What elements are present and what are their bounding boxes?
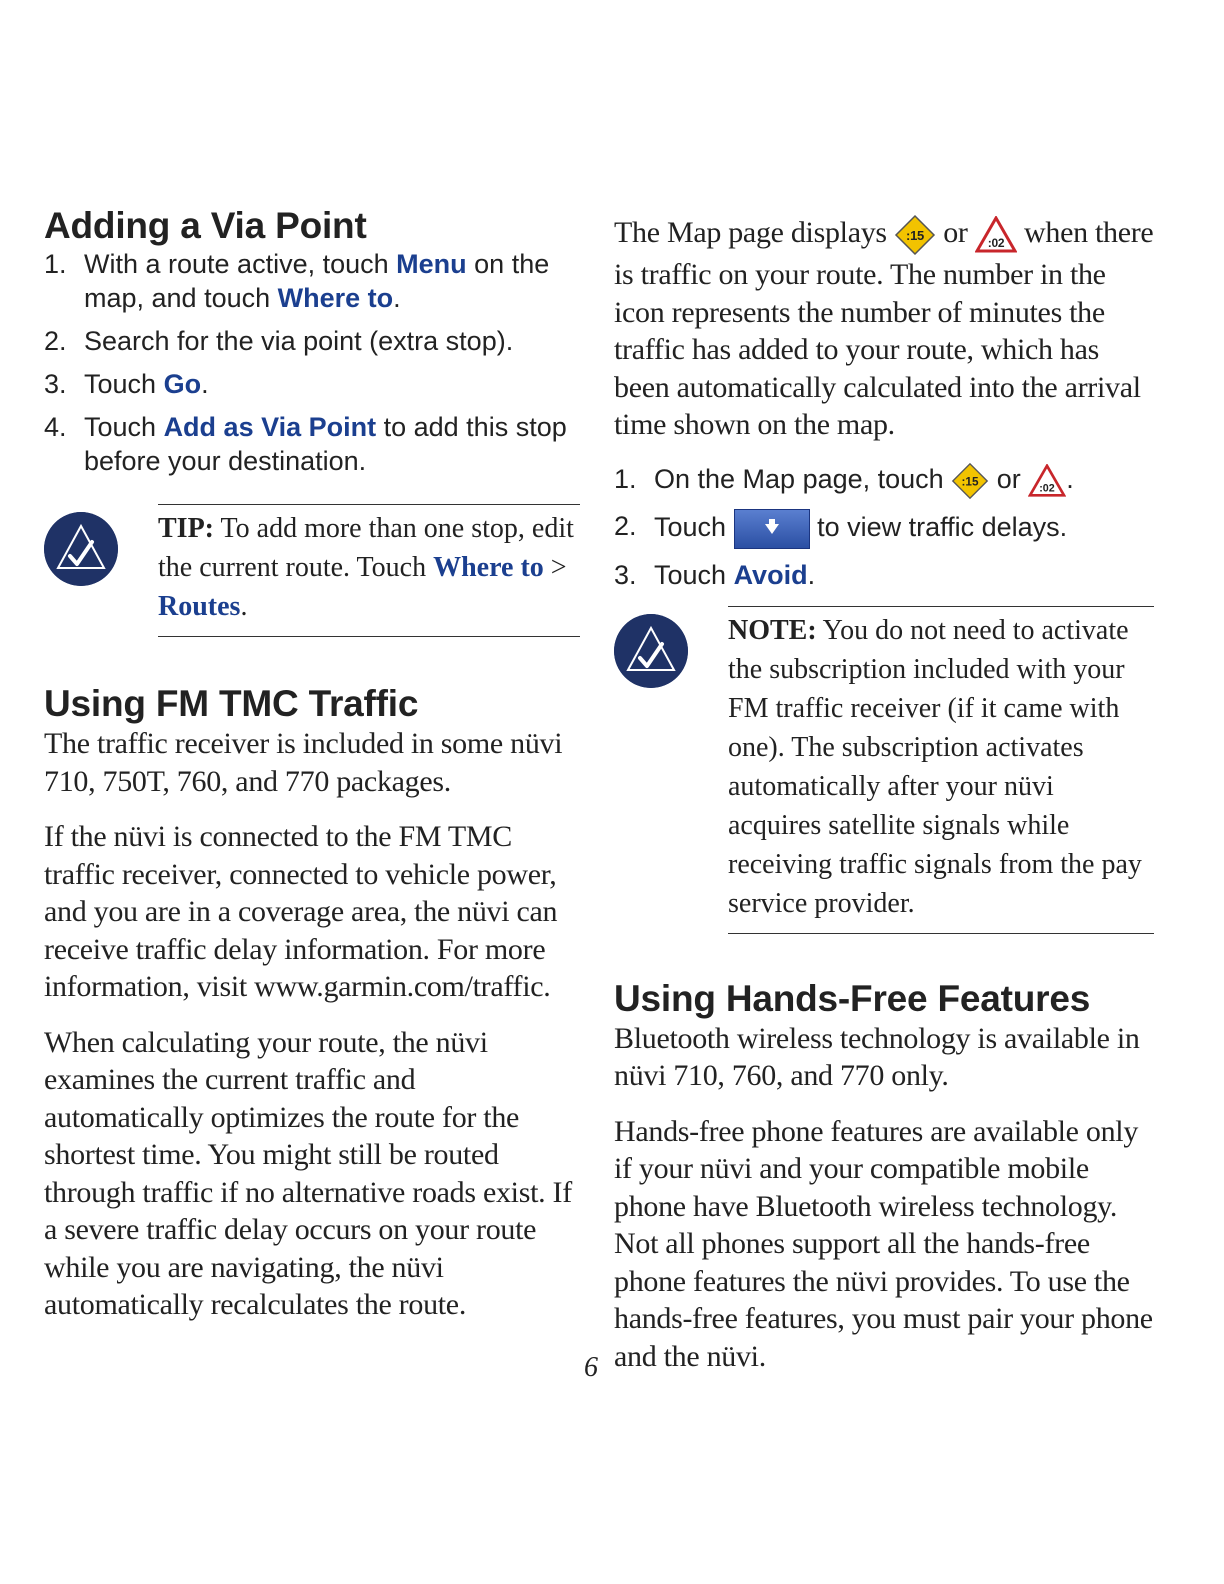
step-text: Touch xyxy=(654,511,734,542)
step-text: or xyxy=(989,463,1029,494)
traffic-steps xyxy=(614,462,1154,592)
step-number: 1. xyxy=(614,463,637,494)
traffic-diamond-icon xyxy=(894,214,936,256)
triangle-minutes: :02 xyxy=(1039,482,1055,495)
via-step-4 xyxy=(44,410,580,478)
traffic-triangle-icon xyxy=(1028,464,1066,498)
step-text: Search for the via point (extra stop). xyxy=(84,326,514,356)
fm-paragraph-3: When calculating your route, the nüvi examines the current traffic and automatically optimizes the route for the shortest time. You might still be routed through traffic if no alternative roads exist. If a severe traffic delay occurs on your route while you are navigating, the nüvi automatically recalculates the route. xyxy=(44,1025,572,1321)
via-step-2 xyxy=(44,324,580,358)
tip-box xyxy=(158,504,580,637)
step-text: to view traffic delays. xyxy=(809,511,1068,542)
note-callout xyxy=(614,606,1154,934)
step-text: Touch xyxy=(84,412,164,442)
menu-keyword: Menu xyxy=(396,249,467,279)
step-text: On the Map page, touch xyxy=(654,463,952,494)
note-label: NOTE: xyxy=(728,614,817,646)
add-as-via-point-keyword: Add as Via Point xyxy=(163,412,377,442)
diamond-minutes: :15 xyxy=(906,228,924,244)
fm-paragraph-2: If the nüvi is connected to the FM TMC traffic receiver, connected to vehicle power, and you are in a coverage area, the nüvi can receive traffic delay information. For more information, visit www.garmin.com/traffic. xyxy=(44,820,558,1003)
map-text: when there is traffic on your route. The number in the icon represents the number of minutes the traffic has added to your route, which has been automatically calculated into the arrival time shown on the map. xyxy=(614,216,1154,442)
right-column xyxy=(614,214,1154,1375)
checkmark-badge-icon xyxy=(614,614,688,688)
traffic-step-2 xyxy=(614,509,1154,549)
step-text: . xyxy=(393,283,401,313)
avoid-keyword: Avoid xyxy=(733,559,808,590)
diamond-minutes: :15 xyxy=(961,475,979,489)
step-text: . xyxy=(807,559,816,590)
step-text: on the map, and touch xyxy=(84,249,550,313)
step-number: 2. xyxy=(44,326,67,356)
traffic-triangle-icon xyxy=(975,216,1017,254)
routes-keyword: Routes xyxy=(158,591,241,622)
traffic-step-3 xyxy=(614,558,1154,592)
via-step-3 xyxy=(44,367,580,401)
tip-callout xyxy=(44,504,580,637)
where-to-keyword: Where to xyxy=(433,552,544,583)
via-step-1 xyxy=(44,247,580,315)
checkmark-badge-icon xyxy=(44,512,118,586)
step-text: Touch xyxy=(84,369,164,399)
via-point-steps xyxy=(44,247,580,478)
step-text: . xyxy=(1066,463,1074,494)
fm-tmc-heading: Using FM TMC Traffic xyxy=(44,683,419,724)
fm-paragraph-1: The traffic receiver is included in some nüvi 710, 750T, 760, and 770 packages. xyxy=(44,727,563,798)
map-text: or xyxy=(936,216,975,249)
note-body: You do not need to activate the subscription included with your FM traffic receiver (if it came with one). The subscription activates automatically after your nüvi acquires satellite signals while receiving traffic signals from the pay service provider. xyxy=(728,614,1142,919)
map-text: The Map page displays xyxy=(614,216,894,249)
via-point-heading: Adding a Via Point xyxy=(44,205,367,246)
where-to-keyword: Where to xyxy=(277,283,394,313)
triangle-minutes: :02 xyxy=(987,236,1005,251)
arrow-down-icon xyxy=(735,510,809,548)
tip-label: TIP: xyxy=(158,513,214,544)
tip-body: To add more than one stop, edit the current route. Touch xyxy=(158,513,574,583)
tip-text xyxy=(158,509,580,626)
note-text xyxy=(728,611,1154,923)
hands-paragraph-1: Bluetooth wireless technology is available in nüvi 710, 760, and 770 only. xyxy=(614,1021,1140,1093)
page-number: 6 xyxy=(584,1352,598,1383)
step-number: 3. xyxy=(44,369,67,399)
step-number: 1. xyxy=(44,249,67,279)
left-column xyxy=(44,205,580,1324)
step-text: to add this stop before your destination. xyxy=(84,412,567,476)
step-number: 4. xyxy=(44,412,67,442)
separator: > xyxy=(543,552,567,583)
step-number: 2. xyxy=(614,510,637,541)
note-box xyxy=(728,606,1154,934)
step-number: 3. xyxy=(614,559,637,590)
tip-end: . xyxy=(240,591,248,622)
traffic-delays-button[interactable] xyxy=(734,509,810,549)
traffic-diamond-icon xyxy=(951,462,989,500)
go-keyword: Go xyxy=(163,369,202,399)
step-text: . xyxy=(201,369,209,399)
hands-paragraph-2: Hands-free phone features are available only if your nüvi and your compatible mobile phone have Bluetooth wireless technology. Not all phones support all the hands-free phone features the nüvi provides. To use the hands-free features, you must pair your phone and the nüvi. xyxy=(614,1114,1153,1373)
hands-free-heading: Using Hands-Free Features xyxy=(614,977,1091,1019)
traffic-step-1 xyxy=(614,462,1154,500)
map-paragraph xyxy=(614,214,1154,444)
step-text: With a route active, touch xyxy=(84,249,397,279)
step-text: Touch xyxy=(654,559,734,590)
